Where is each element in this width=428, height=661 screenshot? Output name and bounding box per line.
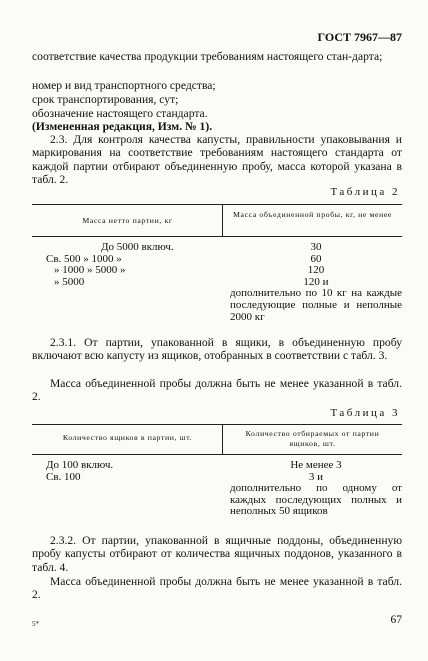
paragraph-2-3-1: 2.3.1. От партии, упакованной в ящики, в объединенную пробу включают всю капусту из ящиков, отобранных в соответствии с табл. 3. [32, 336, 402, 363]
table2-cell: До 5000 включ. [101, 241, 174, 253]
table2-col2-header: Масса объединенной пробы, кг, не менее [233, 210, 392, 219]
intro-line: номер и вид транспортного средства; [32, 79, 216, 92]
table3-col1 [46, 460, 113, 483]
table2-cell: 30 [310, 241, 322, 253]
table3-cell: До 100 включ. [46, 459, 114, 471]
intro-line: соответствие качества продукции требованиям настоящего стан-дарта; [32, 50, 383, 63]
table2-extra: дополнительно по 10 кг на каждые последующие полные и неполные 2000 кг [230, 287, 402, 323]
paragraph-2-3-2: 2.3.2. От партии, упакованной в ящичные поддоны, объединенную пробу капусты отбирают от количества ящичных поддонов, указанного в табл. 4. [32, 534, 402, 574]
table3-caption: Таблица 3 [330, 407, 400, 419]
table2-caption: Таблица 2 [330, 186, 400, 198]
paragraph-mass-1: Масса объединенной пробы должна быть не менее указанной в табл. 2. [32, 377, 402, 404]
table2-col1 [46, 242, 216, 292]
table2-cell: » 5000 [54, 275, 85, 288]
table3-col2-header: Количество отбираемых от партии ящиков, шт. [245, 429, 380, 448]
intro-line: обозначение настоящего стандарта. [32, 107, 208, 120]
page-header: ГОСТ 7967—87 [317, 30, 402, 44]
table3-col1-header: Количество ящиков в партии, шт. [62, 433, 193, 442]
intro-line: срок транспортирования, сут; [32, 93, 179, 106]
table3-cell: Св. 100 [46, 470, 81, 483]
table3-top-rule [32, 424, 402, 425]
table2-cell: » 1000 » 5000 » [54, 264, 126, 277]
table3-cell: Не менее 3 [290, 459, 342, 471]
paragraph-2-3: 2.3. Для контроля качества капусты, правильности упаковывания и маркирования на соответствие требованиям настоящего стандарта от каждой партии отбирают объединенную пробу, масса которой указана в табл. 2. [32, 133, 402, 187]
edition-note: (Измененная редакция, Изм. № 1). [32, 120, 213, 133]
table2-header-divider [222, 204, 223, 236]
table3-cell: 3 и [308, 470, 324, 483]
table3-col2 [230, 460, 402, 518]
footer-mark: 5* [32, 620, 39, 628]
table3-header-rule [32, 454, 402, 455]
table2-cell: 120 [307, 264, 325, 277]
table2-header-rule [32, 236, 402, 237]
table2-cell: 120 и [303, 275, 329, 288]
page-number: 67 [390, 614, 402, 626]
table2-col1-header: Масса нетто партии, кг [82, 216, 173, 225]
table2-col2 [230, 242, 402, 323]
table3-extra: дополнительно по одному от каждых последующих полных и неполных 50 ящиков [230, 482, 402, 518]
table2-cell: Св. 500 » 1000 » [46, 252, 122, 265]
table2-cell: 60 [310, 252, 322, 265]
paragraph-mass-2: Масса объединенной пробы должна быть не менее указанной в табл. 2. [32, 575, 402, 602]
table2-top-rule [32, 204, 402, 205]
table3-header-divider [222, 424, 223, 454]
